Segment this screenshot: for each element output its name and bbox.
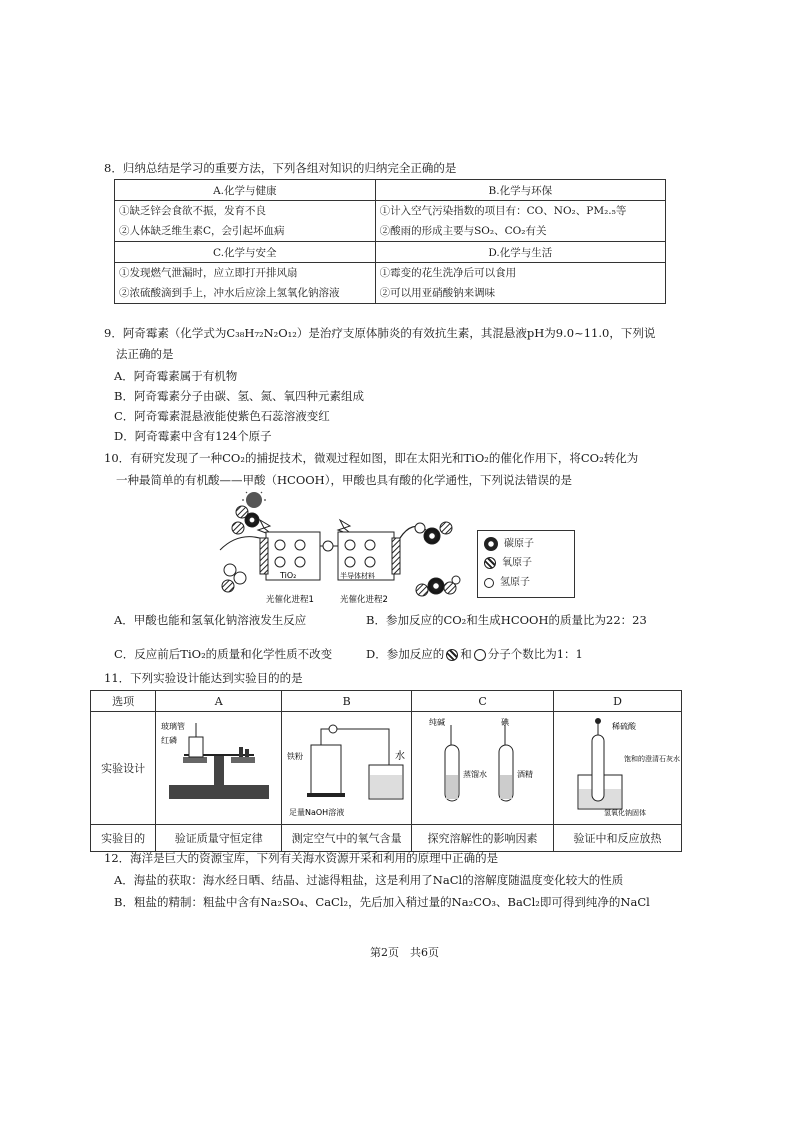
co2-molecule-left [232,506,259,534]
hcooh-molecule-top [415,522,452,544]
page-footer: 第2页 共6页 [370,946,439,959]
arrow-in [220,537,266,550]
d-label-limewater: 饱和的澄清石灰水 [623,754,680,763]
q9-stem-line2: 法正确的是 [116,347,174,361]
q11-cell-a-apparatus [156,712,282,825]
q8-b-body [375,201,665,242]
q11-row-purpose: 实验目的 [91,825,156,852]
q11-header-c: C [412,691,554,712]
q9-option-b: B．阿奇霉素分子由碳、氢、氮、氧四种元素组成 [114,389,364,403]
q11-purpose-d: 验证中和反应放热 [554,825,682,852]
co2-molecule-icon [446,649,458,661]
q8-a-l2: ②人体缺乏维生素C，会引起坏血病 [119,225,285,237]
oxygen-test-apparatus-icon [285,715,409,819]
q8-b-l2: ②酸雨的形成主要与SO₂、CO₂有关 [379,225,547,237]
carbon-atom-icon [484,537,498,551]
q9-option-d: D．阿奇霉素中含有124个原子 [114,429,272,443]
q11-purpose-a: 验证质量守恒定律 [156,825,282,852]
q11-header-b: B [282,691,412,712]
b-label-naoh: 足量NaOH溶液 [288,807,344,817]
c-label-soda: 纯碱 [428,717,445,727]
legend-hydrogen-label: 氢原子 [500,577,530,588]
q10-stem-line1: 10．有研究发现了一种CO₂的捕捉技术，微观过程如图，即在太阳光和TiO₂的催化作用下，将CO₂转化为 [104,451,639,465]
step2-label: 光催化进程2 [340,595,388,605]
q11-cell-c-apparatus [412,712,554,825]
step1-label: 光催化进程1 [266,595,314,605]
d-label-naoh-solid: 氢氧化钠固体 [603,808,646,817]
q8-c-head: C.化学与安全 [115,242,376,263]
electron-icon [323,541,333,551]
q10-option-b: B．参加反应的CO₂和生成HCOOH的质量比为22：23 [366,613,647,627]
q9-stem-line1: 9．阿奇霉素（化学式为C₃₈H₇₂N₂O₁₂）是治疗支原体肺炎的有效抗生素，其混悬液pH为9.0~11.0，下列说 [104,326,656,340]
neutralization-apparatus-icon [556,715,680,819]
hydrogen-atom-icon [484,578,494,588]
q10-legend [477,530,575,598]
q10-option-d [366,646,583,662]
q12-option-b: B．粗盐的精制：粗盐中含有Na₂SO₄、CaCl₂，先后加入稍过量的Na₂CO₃、BaCl₂即可得到纯净的NaCl [114,895,650,909]
test-tubes-apparatus-icon [415,715,551,819]
a-label-glass-tube: 玻璃管 [160,721,185,731]
q8-b-l1: ①计入空气污染指数的项目有：CO、NO₂、PM₂.₅等 [379,205,627,217]
semiconductor-label: 半导体材料 [340,572,375,580]
q8-a-l1: ①缺乏锌会食欲不振，发育不良 [119,205,266,217]
q11-stem: 11．下列实验设计能达到实验目的的是 [104,671,303,685]
q12-stem: 12．海洋是巨大的资源宝库，下列有关海水资源开采和利用的原理中正确的是 [104,851,499,865]
q11-purpose-b: 测定空气中的氧气含量 [282,825,412,852]
q8-table [114,179,666,304]
q12-option-a: A．海盐的获取：海水经日晒、结晶、过滤得粗盐，这是利用了NaCl的溶解度随温度变化较大的性质 [114,873,624,887]
legend-oxygen [484,557,532,570]
q8-d-l1: ①霉变的花生洗净后可以食用 [379,267,517,279]
q10-option-c: C．反应前后TiO₂的质量和化学性质不改变 [114,647,333,661]
q10-d-post: 分子个数比为1：1 [487,647,583,661]
q8-a-body [115,201,376,242]
q8-d-body [375,263,665,304]
legend-carbon [484,537,534,551]
q8-stem: 8．归纳总结是学习的重要方法，下列各组对知识的归纳完全正确的是 [104,161,457,175]
q11-cell-b-apparatus [282,712,412,825]
b-label-water: 水 [394,750,405,762]
q10-d-pre: D．参加反应的 [366,647,445,661]
q8-d-head: D.化学与生活 [375,242,665,263]
tio2-label: TiO₂ [280,571,297,580]
c-label-alcohol: 酒精 [516,769,533,779]
b-label-iron-powder: 铁粉 [286,751,303,761]
q8-c-l1: ①发现燃气泄漏时，应立即打开排风扇 [119,267,298,279]
legend-carbon-label: 碳原子 [504,538,534,550]
q10-stem-line2: 一种最简单的有机酸——甲酸（HCOOH），甲酸也具有酸的化学通性，下列说法错误的是 [116,473,572,487]
q9-option-c: C．阿奇霉素混悬液能使紫色石蕊溶液变红 [114,409,330,423]
q8-c-body [115,263,376,304]
sun-icon [242,490,266,508]
balance-apparatus-icon [159,715,279,819]
q9-option-a: A．阿奇霉素属于有机物 [114,369,238,383]
legend-hydrogen [484,577,530,589]
d-label-dilute-sulfuric-acid: 稀硫酸 [611,721,636,731]
a-label-red-phosphorus: 红磷 [160,735,177,745]
legend-oxygen-label: 氧原子 [502,557,532,569]
q8-a-head: A.化学与健康 [115,180,376,201]
q11-purpose-c: 探究溶解性的影响因素 [412,825,554,852]
q10-option-a: A．甲酸也能和氢氧化钠溶液发生反应 [114,613,307,627]
h2-molecule-icon [474,649,486,661]
hcooh-molecule-bottom [416,576,460,596]
q11-table [90,690,682,852]
q11-row-design: 实验设计 [91,712,156,825]
q11-header-d: D [554,691,682,712]
q8-c-l2: ②浓硫酸滴到手上，冲水后应涂上氢氧化钠溶液 [119,287,340,299]
c-label-iodine: 碘 [500,717,509,727]
q11-cell-d-apparatus [554,712,682,825]
q11-header-option: 选项 [91,691,156,712]
oxygen-atom-icon [484,557,496,569]
q8-d-l2: ②可以用亚硝酸钠来调味 [379,287,496,299]
q10-d-mid: 和 [460,647,472,661]
q11-header-a: A [156,691,282,712]
q10-reaction-diagram [200,490,480,608]
c-label-distilled-water: 蒸馏水 [462,769,487,779]
h-molecule-left [222,564,246,592]
q8-b-head: B.化学与环保 [375,180,665,201]
